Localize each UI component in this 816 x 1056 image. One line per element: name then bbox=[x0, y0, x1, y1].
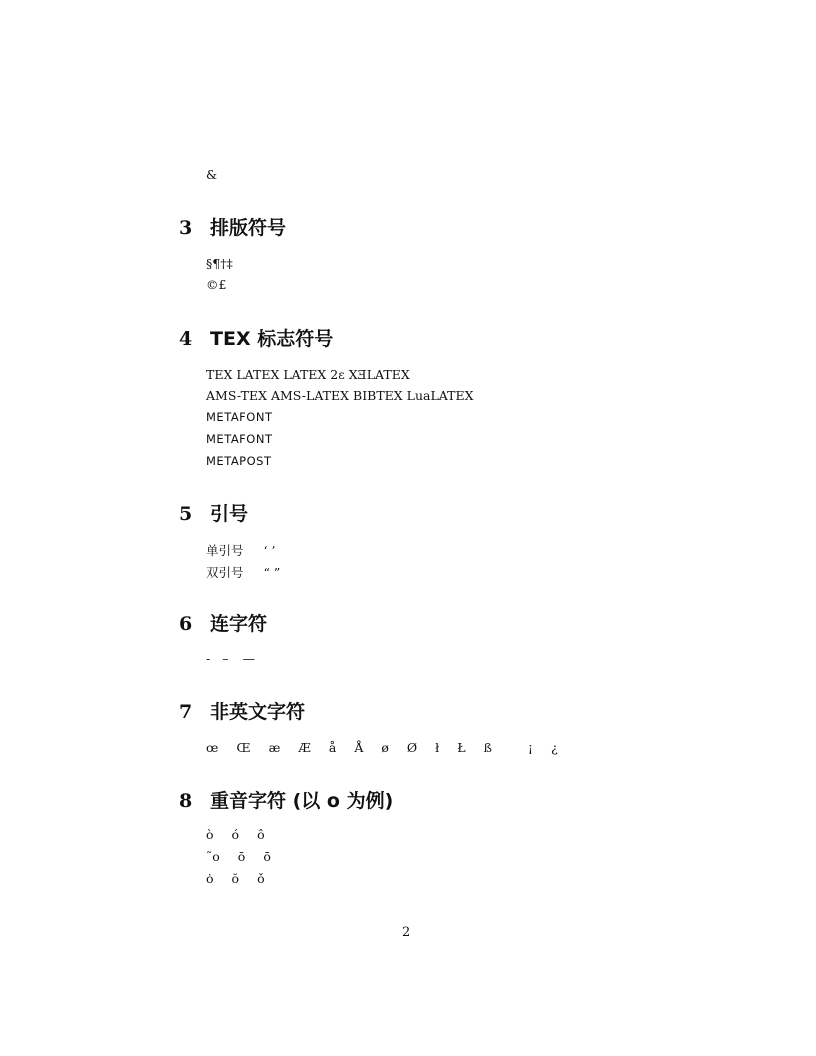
double-quote-line bbox=[206, 563, 280, 581]
single-quote-label: 单引号 bbox=[206, 543, 244, 558]
accent-char: ò bbox=[206, 827, 214, 842]
section-number: 8 bbox=[179, 790, 193, 812]
en-dash: – bbox=[222, 651, 229, 666]
metafont-logo: METAFONT bbox=[206, 410, 273, 424]
single-quote-value: ‘ ’ bbox=[263, 543, 276, 558]
char: ł bbox=[435, 740, 440, 755]
section-4-heading bbox=[179, 324, 333, 351]
char: Ł bbox=[457, 740, 466, 755]
double-quote-label: 双引号 bbox=[206, 565, 244, 580]
page-number: 2 bbox=[402, 925, 411, 940]
ams-logos-line: AMS-TEX AMS-LATEX BIBTEX LuaLATEX bbox=[206, 388, 474, 403]
section-title: 连字符 bbox=[210, 613, 268, 635]
metapost-logo: METAPOST bbox=[206, 454, 272, 468]
char: ¡ bbox=[527, 740, 533, 755]
char: Œ bbox=[236, 740, 251, 755]
char: æ bbox=[268, 740, 281, 755]
accent-row-1 bbox=[206, 827, 265, 842]
section-number: 4 bbox=[179, 328, 193, 350]
accent-char: ȯ bbox=[206, 871, 214, 886]
section-3-heading bbox=[179, 213, 286, 240]
char: œ bbox=[206, 740, 219, 755]
char: ¿ bbox=[550, 740, 558, 755]
section-6-heading bbox=[179, 609, 267, 636]
char: Æ bbox=[298, 740, 311, 755]
hyphen: - bbox=[206, 651, 211, 666]
section-title: 重音字符 (以 o 为例) bbox=[210, 790, 394, 812]
em-dash: — bbox=[242, 651, 255, 666]
dash-line bbox=[206, 651, 255, 666]
section-3-line-2: ©£ bbox=[206, 277, 227, 292]
section-number: 7 bbox=[179, 701, 193, 723]
accent-char: ǒ bbox=[257, 871, 265, 886]
section-number: 6 bbox=[179, 613, 193, 635]
double-quote-value: “ ” bbox=[263, 565, 281, 580]
char: ß bbox=[483, 740, 492, 755]
accent-char: ˜o bbox=[206, 849, 220, 864]
section-7-heading bbox=[179, 697, 305, 724]
accent-row-3 bbox=[206, 871, 265, 886]
accent-char: ō bbox=[263, 849, 271, 864]
section-title: TEX 标志符号 bbox=[210, 328, 334, 350]
single-quote-line bbox=[206, 541, 275, 559]
metafont-logo-2: METAFONT bbox=[206, 432, 273, 446]
char: Ø bbox=[406, 740, 418, 755]
section-title: 引号 bbox=[210, 503, 249, 525]
section-5-heading bbox=[179, 499, 248, 526]
ampersand-line: & bbox=[206, 167, 218, 182]
accent-char: ó bbox=[231, 827, 240, 842]
section-number: 5 bbox=[179, 503, 193, 525]
section-title: 排版符号 bbox=[210, 217, 287, 239]
section-8-heading bbox=[179, 786, 393, 813]
section-number: 3 bbox=[179, 217, 193, 239]
accent-char: ŏ bbox=[231, 871, 240, 886]
accent-char: ō bbox=[237, 849, 246, 864]
char: å bbox=[328, 740, 337, 755]
section-title: 非英文字符 bbox=[210, 701, 306, 723]
non-english-chars-line bbox=[206, 740, 558, 755]
char: Å bbox=[354, 740, 364, 755]
tex-logos-line: TEX LATEX LATEX 2ε XƎLATEX bbox=[206, 367, 410, 382]
accent-char: ô bbox=[257, 827, 265, 842]
accent-row-2 bbox=[206, 849, 271, 864]
char: ø bbox=[381, 740, 389, 755]
section-3-line-1: §¶†‡ bbox=[206, 256, 233, 271]
